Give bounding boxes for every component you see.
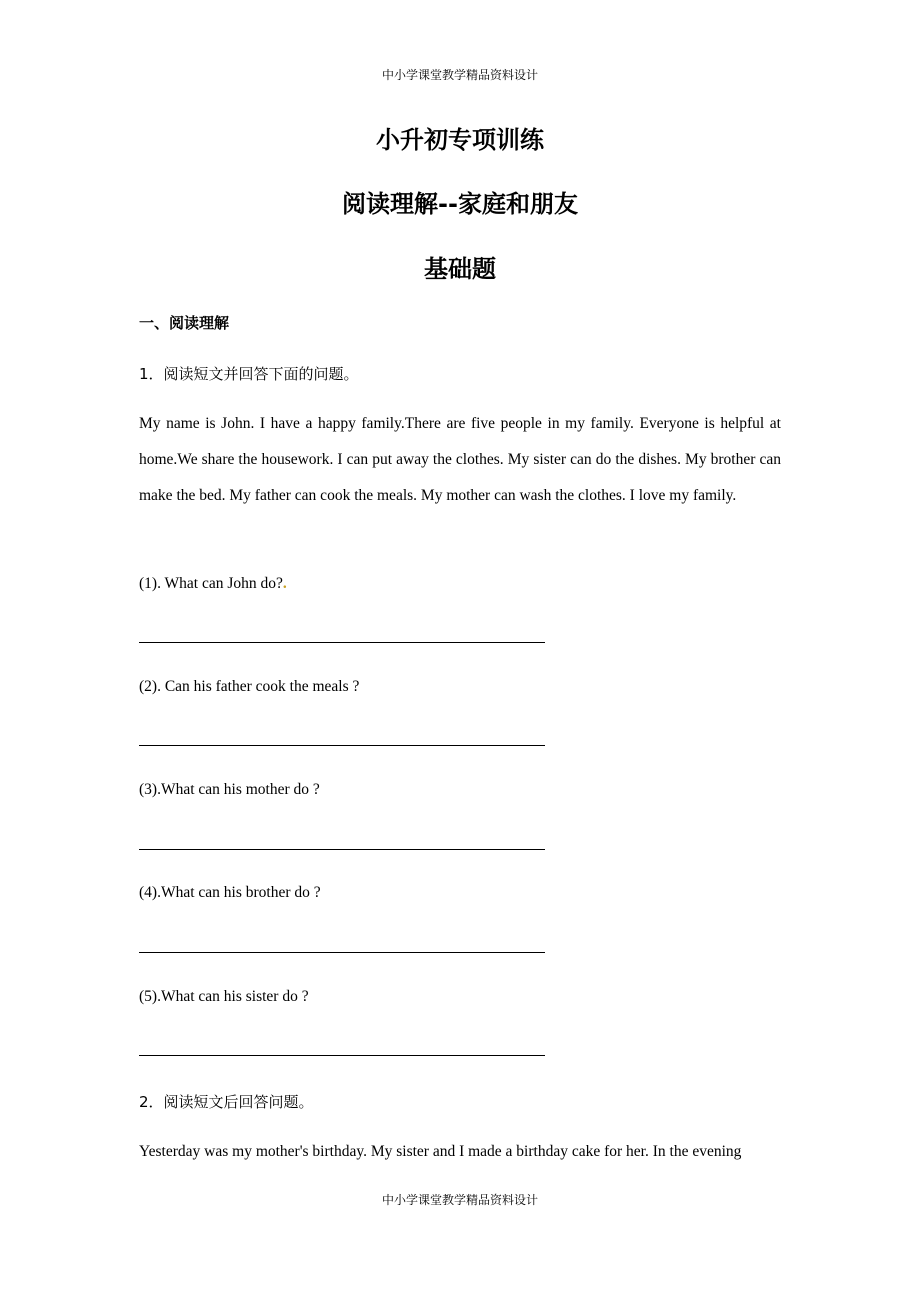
answer-line-5[interactable] — [139, 1055, 545, 1056]
sub-question-3: (3).What can his mother do ? — [139, 781, 320, 798]
yellow-dot-mark: . — [282, 575, 287, 592]
question-2-passage: Yesterday was my mother's birthday. My sister and I made a birthday cake for her. In the evening — [139, 1143, 742, 1160]
answer-line-3[interactable] — [139, 849, 545, 850]
section-heading: 一、阅读理解 — [139, 314, 230, 332]
page-header: 中小学课堂教学精品资料设计 — [381, 68, 538, 82]
answer-line-4[interactable] — [139, 952, 545, 953]
title-line-2: 阅读理解--家庭和朋友 — [342, 190, 578, 218]
question-2-instruction: 2．阅读短文后回答问题。 — [139, 1093, 314, 1111]
page-footer: 中小学课堂教学精品资料设计 — [381, 1193, 538, 1207]
title-line-3: 基础题 — [424, 255, 496, 283]
sub-question-1 — [139, 575, 287, 593]
sub-question-2: (2). Can his father cook the meals ? — [139, 678, 360, 695]
answer-line-2[interactable] — [139, 745, 545, 746]
question-1-passage: My name is John. I have a happy family.There are five people in my family. Everyone is helpful at home.We share the housework. I can put away the clothes. My sister can do the dishes. My brother can make the bed. My father can cook the meals. My mother can wash the clothes. I love my family. — [139, 415, 781, 504]
question-1-instruction: 1．阅读短文并回答下面的问题。 — [139, 365, 359, 383]
sub-question-5: (5).What can his sister do ? — [139, 988, 309, 1005]
sub-question-4: (4).What can his brother do ? — [139, 884, 321, 901]
title-line-1: 小升初专项训练 — [376, 126, 544, 154]
answer-line-1[interactable] — [139, 642, 545, 643]
sub-question-1-text: (1). What can John do? — [139, 575, 283, 592]
